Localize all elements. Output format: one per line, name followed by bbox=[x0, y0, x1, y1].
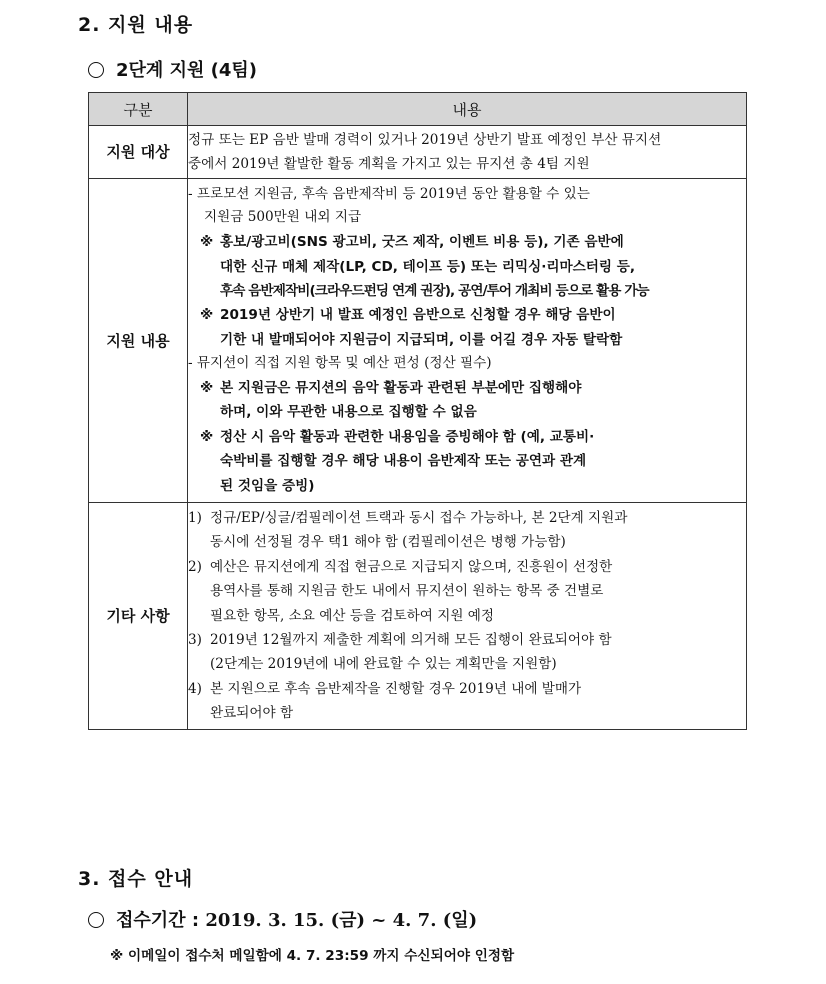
note-line: 대한 신규 매체 제작(LP, CD, 테이프 등) 또는 리믹싱·리마스터링 등, bbox=[220, 258, 636, 275]
item-line: 필요한 항목, 소요 예산 등을 검토하여 지원 예정 bbox=[210, 607, 495, 624]
header-content: 내용 bbox=[188, 93, 747, 126]
note-block bbox=[188, 376, 746, 425]
note-block bbox=[188, 230, 746, 303]
application-period bbox=[88, 906, 477, 932]
note-line: 2019년 상반기 내 발표 예정인 음반으로 신청할 경우 해당 음반이 bbox=[220, 307, 616, 324]
item-line: 동시에 선정될 경우 택1 해야 함 (컴필레이션은 병행 가능함) bbox=[210, 534, 566, 551]
item-line: (2단계는 2019년에 내에 완료할 수 있는 계획만을 지원함) bbox=[210, 656, 557, 673]
subtitle-text: 2단계 지원 (4팀) bbox=[116, 60, 257, 81]
reference-mark-icon: ※ bbox=[200, 428, 214, 445]
section-2-title: 2. 지원 내용 bbox=[78, 14, 194, 36]
dash-line: 지원금 500만원 내외 지급 bbox=[204, 209, 362, 226]
dash-line: - 뮤지션이 직접 지원 항목 및 예산 편성 (정산 필수) bbox=[188, 355, 492, 372]
row-content bbox=[89, 178, 747, 502]
item-number: 1) bbox=[188, 510, 202, 527]
item-number: 4) bbox=[188, 680, 202, 697]
content-body bbox=[188, 178, 747, 502]
email-deadline-note: ※ 이메일이 접수처 메일함에 4. 7. 23:59 까지 수신되어야 인정함 bbox=[110, 948, 515, 964]
item-number: 2) bbox=[188, 558, 202, 575]
note-block bbox=[188, 303, 746, 352]
etc-item bbox=[188, 628, 746, 677]
etc-body bbox=[188, 503, 747, 730]
target-line: 중에서 2019년 활발한 활동 계획을 가지고 있는 뮤지션 총 4팀 지원 bbox=[188, 155, 590, 172]
etc-item bbox=[188, 555, 746, 628]
note-line: 된 것임을 증빙) bbox=[220, 477, 315, 494]
period-value: 2019. 3. 15. (금) ~ 4. 7. (일) bbox=[205, 910, 478, 931]
note-line: 정산 시 음악 활동과 관련한 내용임을 증빙해야 함 (예, 교통비· bbox=[220, 428, 595, 445]
note-line: 본 지원금은 뮤지션의 음악 활동과 관련된 부분에만 집행해야 bbox=[220, 380, 582, 397]
item-line: 2019년 12월까지 제출한 계획에 의거해 모든 집행이 완료되어야 함 bbox=[210, 632, 612, 649]
item-line: 완료되어야 함 bbox=[210, 705, 294, 722]
reference-mark-icon: ※ bbox=[200, 234, 214, 251]
item-line: 정규/EP/싱글/컴필레이션 트랙과 동시 접수 가능하나, 본 2단계 지원과 bbox=[210, 510, 628, 527]
etc-item bbox=[188, 506, 746, 555]
table-header-row bbox=[89, 93, 747, 126]
note-line: 홍보/광고비(SNS 광고비, 굿즈 제작, 이벤트 비용 등), 기존 음반에 bbox=[220, 234, 624, 251]
item-number: 3) bbox=[188, 632, 202, 649]
target-line: 정규 또는 EP 음반 발매 경력이 있거나 2019년 상반기 발표 예정인 부산 뮤지션 bbox=[188, 132, 662, 148]
item-line: 본 지원으로 후속 음반제작을 진행할 경우 2019년 내에 발매가 bbox=[210, 680, 582, 697]
target-content bbox=[188, 126, 747, 179]
etc-item bbox=[188, 677, 746, 726]
label-etc: 기타 사항 bbox=[89, 503, 188, 730]
header-category: 구분 bbox=[89, 93, 188, 126]
period-label: 접수기간 : bbox=[116, 910, 200, 931]
note-line: 숙박비를 집행할 경우 해당 내용이 음반제작 또는 공연과 관계 bbox=[220, 453, 587, 470]
note-line: 기한 내 발매되어야 지원금이 지급되며, 이를 어길 경우 자동 탈락함 bbox=[220, 331, 623, 348]
row-target bbox=[89, 126, 747, 179]
reference-mark-icon: ※ bbox=[200, 307, 214, 324]
circle-bullet-icon bbox=[88, 62, 104, 78]
support-table bbox=[88, 92, 747, 730]
label-target: 지원 대상 bbox=[89, 126, 188, 179]
label-content: 지원 내용 bbox=[89, 178, 188, 502]
circle-bullet-icon bbox=[88, 912, 104, 928]
note-line: 후속 음반제작비(크라우드펀딩 연계 권장), 공연/투어 개최비 등으로 활용 가능 bbox=[220, 283, 649, 299]
reference-mark-icon: ※ bbox=[200, 380, 214, 397]
section-2-subtitle bbox=[88, 56, 257, 82]
item-line: 예산은 뮤지션에게 직접 현금으로 지급되지 않으며, 진흥원이 선정한 bbox=[210, 558, 613, 575]
item-line: 용역사를 통해 지원금 한도 내에서 뮤지션이 원하는 항목 중 건별로 bbox=[210, 583, 604, 600]
section-3-title: 3. 접수 안내 bbox=[78, 868, 194, 890]
row-etc bbox=[89, 503, 747, 730]
note-block bbox=[188, 425, 746, 498]
note-line: 하며, 이와 무관한 내용으로 집행할 수 없음 bbox=[220, 404, 477, 421]
dash-line: - 프로모션 지원금, 후속 음반제작비 등 2019년 동안 활용할 수 있는 bbox=[188, 185, 590, 202]
